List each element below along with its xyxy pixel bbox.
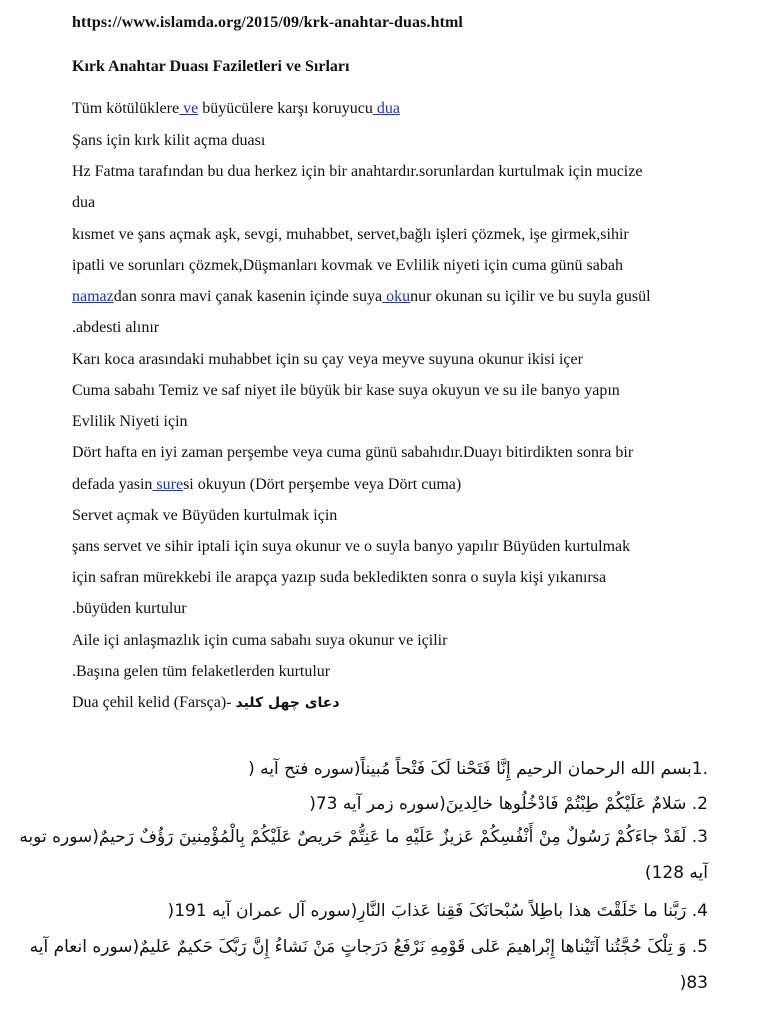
link-sure[interactable]: sure xyxy=(152,476,184,493)
text-line: Hz Fatma tarafından bu dua herkez için bir anahtardır.sorunlardan kurtulmak için mucize xyxy=(72,163,643,180)
verse-3: 3. لَقَدْ جاءَکُمْ رَسُولٌ مِنْ أَنْفُسِکُمْ عَزيزٌ عَلَيْهِ ما عَنِتُّمْ حَريصٌ عَلَيْکُمْ بِالْمُؤْمِنينَ رَؤُفٌ رَحيمٌ(سوره توبه xyxy=(19,827,708,847)
link-oku[interactable]: oku xyxy=(382,288,411,305)
verse-5: 5. وَ تِلْکَ حُجَّتُنا آتَيْناها إِبْراهيمَ عَلى قَوْمِهِ نَرْفَعُ دَرَجاتٍ مَنْ نَشاءُ إِنَّ رَبَّکَ حَکيمٌ عَليمٌ(سوره انعام آيه xyxy=(29,937,708,957)
text-line: Şans için kırk kilit açma duası xyxy=(72,132,266,149)
text-line: Aile içi anlaşmazlık için cuma sabahı suya okunur ve içilir xyxy=(72,632,448,649)
text-line: namazdan sonra mavi çanak kasenin içinde suya okunur okunan su içilir ve bu suyla gusül xyxy=(72,288,651,305)
text-line: Tüm kötülüklere ve büyücülere karşı koruyucu dua xyxy=(72,100,400,117)
verse-1: .1بسم الله الرحمان الرحيم إِنَّا فَتَحْنا لَکَ فَتْحاً مُبيناً(سوره فتح آيه ( xyxy=(248,759,708,779)
text-line: Karı koca arasındaki muhabbet için su çay veya meyve suyuna okunur ikisi içer xyxy=(72,351,583,368)
text-line: dua xyxy=(72,194,96,211)
link-namaz[interactable]: namaz xyxy=(72,288,114,305)
verse-5-continuation: 83( xyxy=(679,973,708,993)
page-title: Kırk Anahtar Duası Faziletleri ve Sırları xyxy=(72,58,350,75)
text-line: ipatli ve sorunları çözmek,Düşmanları kovmak ve Evlilik niyeti için cuma günü sabah xyxy=(72,257,623,274)
verse-2: 2. سَلامٌ عَلَيْکُمْ طِبْتُمْ فَادْخُلُوها خالِدينَ(سوره زمر آيه 73( xyxy=(309,794,708,814)
verse-3-continuation: آيه 128) xyxy=(644,863,708,883)
text-line: .büyüden kurtulur xyxy=(72,600,187,617)
text-line: Evlilik Niyeti için xyxy=(72,413,188,430)
text-line: kısmet ve şans açmak aşk, sevgi, muhabbet, servet,bağlı işleri çözmek, işe girmek,sihir xyxy=(72,226,629,243)
text-line: Dört hafta en iyi zaman perşembe veya cuma günü sabahıdır.Duayı bitirdikten sonra bir xyxy=(72,444,634,461)
text-line: Servet açmak ve Büyüden kurtulmak için xyxy=(72,507,338,524)
text-line: şans servet ve sihir iptali için suya okunur ve o suyla banyo yapılır Büyüden kurtulmak xyxy=(72,538,631,555)
text-line: defada yasin suresi okuyun (Dört perşembe veya Dört cuma) xyxy=(72,476,462,493)
text-line: .abdesti alınır xyxy=(72,319,160,336)
verse-4: 4. رَبَّنا ما خَلَقْتَ هذا باطِلاً سُبْحانَکَ فَقِنا عَذابَ النَّارِ(سوره آل عمران آيه 191( xyxy=(167,901,708,921)
link-dua[interactable]: dua xyxy=(372,100,400,117)
text-line: için safran mürekkebi ile arapça yazıp suda bekledikten sonra o suyla kişi yıkanırsa xyxy=(72,569,607,586)
text-line: Dua çehil kelid (Farsça)- دعای چهل کلید xyxy=(72,694,340,711)
source-url: https://www.islamda.org/2015/09/krk-anahtar-duas.html xyxy=(72,14,463,31)
text-line: .Başına gelen tüm felaketlerden kurtulur xyxy=(72,663,331,680)
farsi-title: دعای چهل کلید xyxy=(235,695,340,711)
text-line: Cuma sabahı Temiz ve saf niyet ile büyük bir kase suya okuyun ve su ile banyo yapın xyxy=(72,382,620,399)
link-ve[interactable]: ve xyxy=(179,100,199,117)
